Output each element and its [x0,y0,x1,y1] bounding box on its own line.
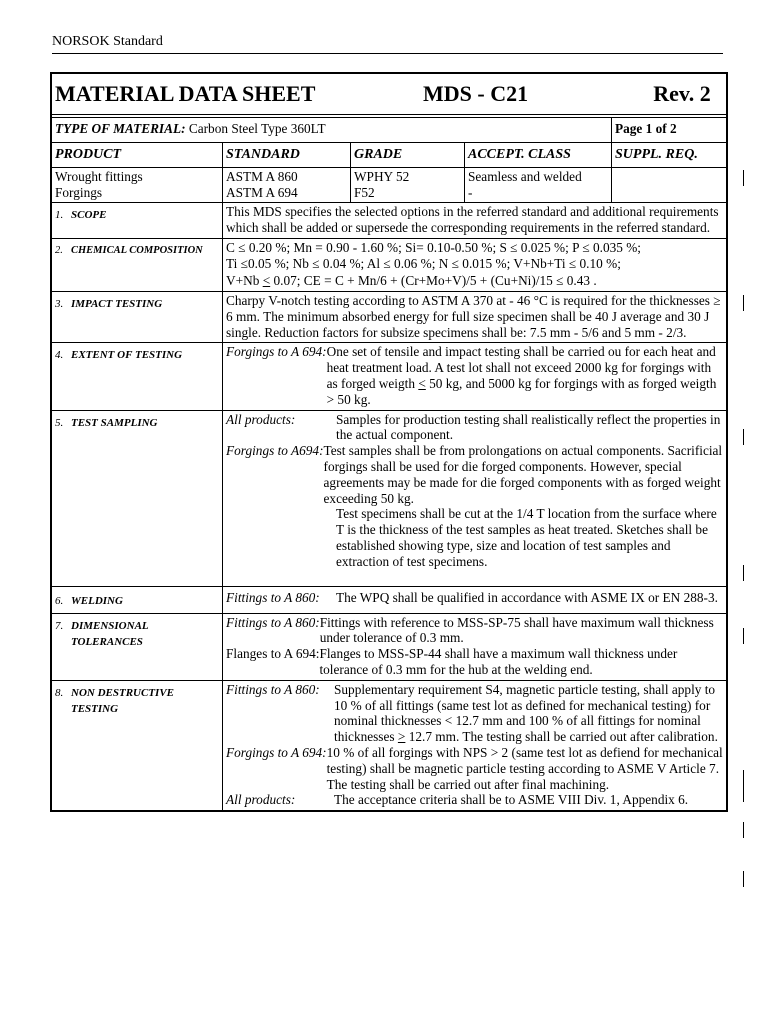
section-text: Charpy V-notch testing according to ASTM A 370 at - 46 °C is required for the thicknesses ≥ 6 mm. The minimum absorbed energy for full size specimen shall be 40 J average and 30 J single. Reduction factors for subsize specimens shall be: 7.5 mm - 5/6 and 5 mm - 2/3. [226,293,721,340]
section-text: C ≤ 0.20 %; Mn = 0.90 - 1.60 %; Si= 0.10-0.50 %; S ≤ 0.025 %; P ≤ 0.035 %; Ti ≤0.05 %; Nb ≤ 0.04 %; Al ≤ 0.06 %; N ≤ 0.015 %; V+Nb+Ti ≤ 0.10 %; V+Nb < 0.07; CE = C + Mn/6 + (Cr+Mo+V)/5 + (Cu+Ni)/15 ≤ 0.43 . [226,239,641,288]
section-label: 1. SCOPE [52,203,223,238]
section-label: 8. NON DESTRUCTIVE TESTING [52,681,223,810]
section-label: 3. IMPACT TESTING [52,292,223,342]
revision-bar [743,628,744,644]
col-accept-class: ACCEPT. CLASS [465,143,612,167]
type-of-material-row [52,118,726,143]
page-number: Page 1 of 2 [615,121,677,136]
revision-bar [743,429,744,445]
section-test-sampling [52,411,726,587]
product-cell: Wrought fittings Forgings [52,168,223,202]
revision-bar [743,871,744,887]
section-text: Fittings to A 860: Supplementary requirement S4, magnetic particle testing, shall apply to 10 % of all fittings (same test lot as defined for mechanical testing) for nominal thicknesses < 12.7 mm and 100 % of all fittings for nominal thicknesses > 12.7 mm. The testing shall be carried out after calibration. Forgings to A 694: 10 % of all forgings with NPS > 2 (same test lot as defiend for mechanical testing) shall be magnetic particle testing according to ASME V Article 7. The testing shall be carried out after final machining. All products: The acceptance criteria shall be to ASME VIII Div. 1, Appendix 6. [226,681,723,808]
col-standard: STANDARD [223,143,351,167]
section-impact-testing [52,292,726,343]
revision-bar [743,770,744,802]
section-extent-of-testing [52,343,726,410]
section-label: 6. WELDING [52,587,223,613]
section-welding [52,587,726,614]
section-label: 2. CHEMICAL COMPOSITION [52,239,223,292]
product-row [52,168,726,203]
section-text: All products: Samples for production testing shall realistically reflect the properties in the actual component. Forgings to A694: Test samples shall be from prolongations on actual components. Sacrificial forgings shall be used for die forged components. However, special agreements may be made for die forged components with as forged weight exceeding 50 kg. Test specimens shall be cut at the 1/4 T location from the surface where T is the thickness of the test samples as heat treated. Sketches shall be established showing type, size and location of test samples and extraction of test specimens. [226,411,723,569]
section-scope [52,203,726,239]
grade-cell: WPHY 52 F52 [351,168,465,202]
section-text: Fittings to A 860: Fittings with reference to MSS-SP-75 shall have maximum wall thickness under tolerance of 0.3 mm. Flanges to A 694: Flanges to MSS-SP-44 shall have a maximum wall thickness under tolerance of 0.3 mm for the hub at the welding end. [226,614,714,678]
page-header: NORSOK Standard [52,34,723,54]
section-text: This MDS specifies the selected options in the referred standard and additional requirements which shall be added or supersede the corresponding requirements in the referred standard. [226,204,719,235]
accept-class-cell: Seamless and welded - [465,168,612,202]
section-label: 4. EXTENT OF TESTING [52,343,223,409]
mds-code: MDS - C21 [423,81,529,106]
col-suppl-req: SUPPL. REQ. [615,147,698,162]
section-chemical-composition [52,239,726,293]
type-value: Carbon Steel Type 360LT [185,121,326,136]
col-grade: GRADE [351,143,465,167]
revision-bar [743,295,744,311]
section-non-destructive-testing [52,681,726,810]
section-label: 7. DIMENSIONAL TOLERANCES [52,614,223,680]
section-dimensional-tolerances [52,614,726,681]
standard-cell: ASTM A 860 ASTM A 694 [223,168,351,202]
section-label: 5. TEST SAMPLING [52,411,223,586]
suppl-req-cell [612,168,726,202]
sheet-title: MATERIAL DATA SHEET [55,81,316,106]
title-row [52,74,726,115]
revision: Rev. 2 [653,81,711,106]
revision-bar [743,170,744,186]
revision-bar [743,822,744,838]
column-header-row [52,143,726,168]
type-label: TYPE OF MATERIAL: [55,121,186,136]
section-text: Forgings to A 694: One set of tensile and impact testing shall be carried ou for each heat and heat treatment load. A test lot shall not exceed 2000 kg for forgings with as forged weigth < 50 kg, and 5000 kg for forgings with as forged weigth > 50 kg. [226,344,717,407]
revision-bar [743,565,744,581]
section-text: Fittings to A 860: The WPQ shall be qualified in accordance with ASME IX or EN 288-3. [226,589,718,605]
col-product: PRODUCT [52,143,223,167]
material-data-sheet [50,72,728,812]
